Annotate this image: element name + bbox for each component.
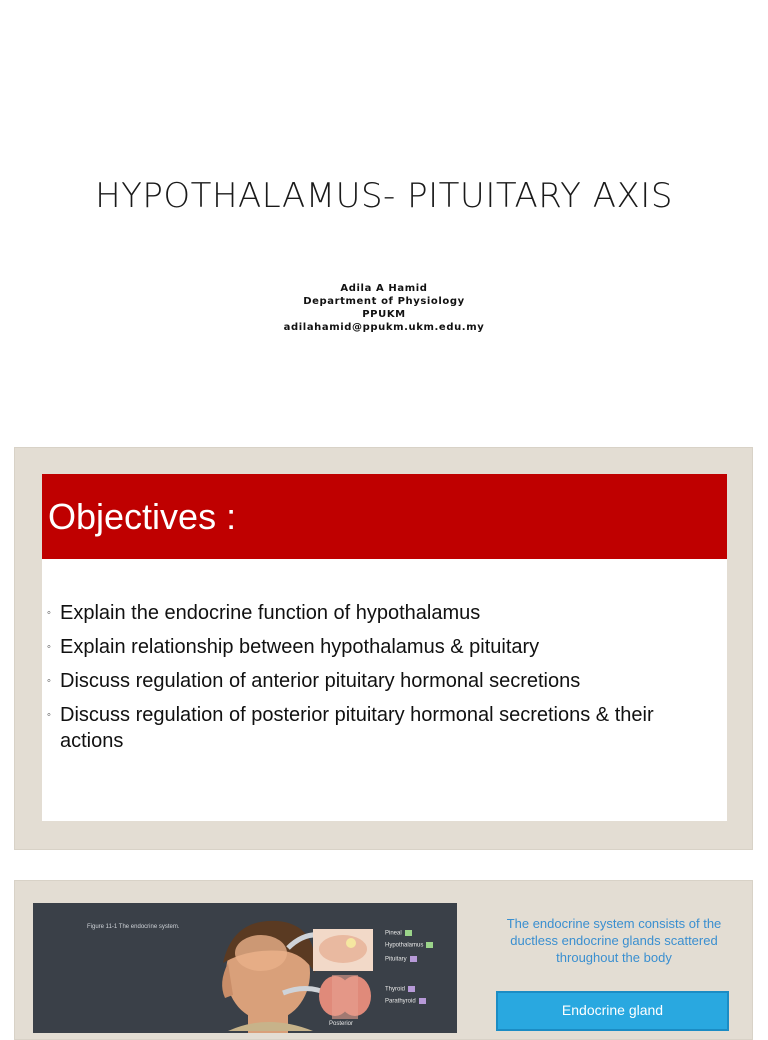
pineal-label: Pineal	[385, 930, 402, 937]
author-email: adilahamid@ppukm.ukm.edu.my	[283, 322, 485, 333]
objectives-slide	[14, 447, 753, 850]
pituitary-label: Pituitary	[385, 956, 407, 963]
swatch-icon	[426, 942, 433, 948]
bullet-icon: ◦	[47, 641, 51, 653]
figure-label-pituitary	[385, 956, 417, 963]
list-item	[47, 702, 707, 754]
objective-text: Discuss regulation of posterior pituitary hormonal secretions & their actions	[60, 704, 654, 752]
hypothalamus-label: Hypothalamus	[385, 942, 424, 949]
figure-label-parathyroid	[385, 998, 426, 1005]
thyroid-label: Thyroid	[385, 986, 406, 993]
endocrine-slide	[14, 880, 753, 1040]
objectives-list	[47, 600, 707, 762]
objective-text: Explain relationship between hypothalamus & pituitary	[60, 636, 540, 658]
slide-title: HYPOTHALAMUS- PITUITARY AXIS	[95, 176, 673, 216]
figure-label-thyroid	[385, 986, 415, 993]
objective-text: Explain the endocrine function of hypothalamus	[60, 602, 481, 624]
objectives-header	[42, 474, 727, 559]
endocrine-figure	[33, 903, 457, 1033]
swatch-icon	[410, 956, 417, 962]
endocrine-gland-button[interactable]: Endocrine gland	[496, 991, 729, 1031]
swatch-icon	[408, 986, 415, 992]
author-block	[0, 282, 768, 334]
list-item	[47, 668, 707, 694]
list-item	[47, 634, 707, 660]
objective-text: Discuss regulation of anterior pituitary hormonal secretions	[60, 670, 581, 692]
swatch-icon	[405, 930, 412, 936]
figure-label-posterior: Posterior	[329, 1021, 354, 1027]
objectives-title: Objectives :	[48, 496, 237, 537]
bullet-icon: ◦	[47, 709, 51, 721]
parathyroid-label: Parathyroid	[385, 998, 416, 1005]
endocrine-description: The endocrine system consists of the ductless endocrine glands scattered throughout the body	[506, 916, 722, 965]
figure-caption: Figure 11-1 The endocrine system.	[87, 924, 180, 930]
author-department: Department of Physiology	[303, 296, 465, 307]
list-item	[47, 600, 707, 626]
bullet-icon: ◦	[47, 675, 51, 687]
author-institution: PPUKM	[362, 309, 406, 320]
title-slide	[0, 0, 768, 430]
swatch-icon	[419, 998, 426, 1004]
author-name: Adila A Hamid	[340, 283, 428, 294]
figure-label-pineal	[385, 930, 412, 937]
bullet-icon: ◦	[47, 607, 51, 619]
objectives-body	[42, 559, 727, 821]
figure-label-hypothalamus	[385, 942, 433, 949]
